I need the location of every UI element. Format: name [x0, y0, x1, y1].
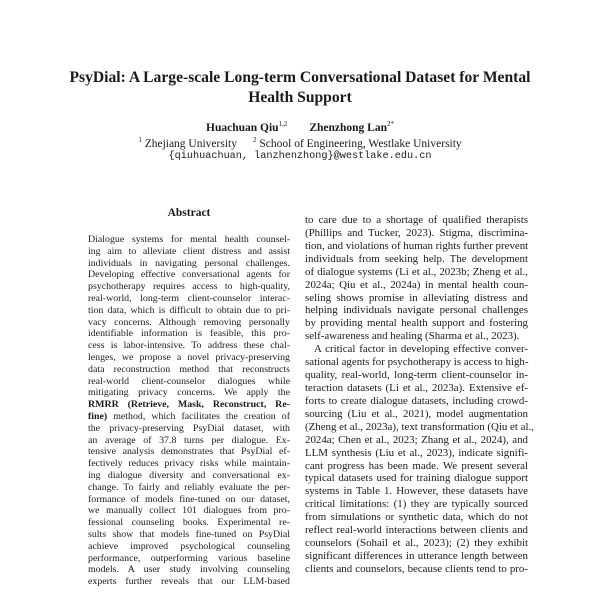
abstract-line: models. A user study involving counseling	[88, 564, 290, 576]
affil-mark: 1	[138, 136, 142, 144]
body-line: reflect real-world interactions between clients and	[305, 524, 528, 537]
body-line: tion, and violations of human rights further prevent	[305, 239, 529, 252]
abstract-line: sults show that models fine-tuned on PsyDial	[88, 528, 290, 540]
body-line: individuals from seeking help. The development	[305, 252, 528, 265]
abstract-line: achieve improved psychological counseling	[88, 540, 290, 552]
body-line: (Zheng et al., 2023a), text transformation (Qiu et al.,	[305, 420, 534, 433]
body-line: sational agents for psychotherapy is access to high-	[305, 356, 529, 369]
method-name-bold: RMRR (Retrieve, Mask, Reconstruct, Re-	[88, 399, 290, 411]
abstract-line: ing aim to alleviate client distress and assist	[88, 245, 290, 257]
abstract-line: psychotherapy requires access to high-quality,	[88, 281, 290, 293]
body-line: to care due to a shortage of qualified therapists	[305, 214, 528, 226]
author-affil-mark: 1,2	[278, 120, 288, 128]
body-line: significant differences in utterance length between	[305, 549, 528, 562]
paper-title	[40, 68, 560, 108]
affiliations	[0, 136, 600, 150]
abstract-line: tensive analysis demonstrates that PsyDial ef-	[88, 446, 290, 458]
body-line: clients and counselors, because clients tend to pro-	[305, 562, 528, 575]
abstract-line: vacy concerns. Although removing personally	[88, 316, 290, 328]
abstract-line: an average of 37.8 turns per dialogue. Ex-	[88, 434, 290, 446]
body-line: 2024a; Chen et al., 2023; Zhang et al., 2024), and	[305, 433, 528, 446]
body-line: seling shows promise in alleviating distress and	[305, 291, 528, 304]
abstract-line: identifiable information is feasible, this pro-	[88, 328, 290, 340]
abstract-line: lenges, we propose a novel privacy-preserving	[88, 351, 290, 363]
abstract-body	[88, 234, 290, 588]
abstract-line: cess is labor-intensive. To address these chal-	[88, 340, 290, 352]
author-name: Huachuan Qiu	[206, 121, 279, 134]
abstract-line: Developing effective conversational agents for	[88, 269, 290, 281]
body-line: by providing mental health support and fostering	[305, 317, 528, 330]
abstract-line: the privacy-preserving PsyDial dataset, with	[88, 422, 290, 434]
abstract-line	[88, 399, 290, 411]
author-affil-mark: 2*	[386, 120, 394, 128]
abstract-line: mitigating privacy concerns. We apply the	[88, 387, 290, 399]
body-line: cant progress has been made. We present several	[305, 459, 528, 472]
abstract-heading: Abstract	[167, 207, 211, 219]
abstract-line: fessional counseling books. Experimental re-	[88, 517, 290, 529]
abstract-text: method, which facilitates the creation of	[107, 410, 290, 422]
body-line: sourcing (Liu et al., 2021), model augmentation	[305, 407, 528, 420]
body-line: A critical factor in developing effective conver-	[314, 343, 528, 356]
abstract-line: real-world, long-term client-counselor interac-	[88, 292, 290, 304]
abstract-line: ing dialogue diversity and conversational ex-	[88, 469, 290, 481]
method-name-bold: fine)	[88, 410, 108, 422]
abstract-line: change. To fairly and reliably evaluate the per-	[88, 481, 290, 493]
body-line: of dialogue systems (Li et al., 2023b; Zheng et al.,	[305, 265, 528, 278]
title-line: Health Support	[248, 89, 352, 106]
body-line: counselors (Sohail et al., 2023); (2) they exhibit	[305, 537, 528, 550]
author-list	[0, 120, 600, 134]
abstract-line: we manually collect 101 dialogues from pro-	[88, 505, 290, 517]
introduction-body	[305, 214, 534, 576]
abstract-line: data reconstruction method that reconstructs	[88, 363, 290, 375]
body-line: helping individuals navigate personal challenges	[305, 304, 528, 317]
affiliation: Zhejiang University	[144, 137, 237, 150]
body-line: forts to create dialogue datasets, including crowd-	[305, 394, 528, 407]
body-line: LLM synthesis (Liu et al., 2023), indicate signifi-	[305, 446, 528, 459]
abstract-line: real-world client-counselor dialogues while	[88, 375, 290, 387]
abstract-line	[88, 411, 290, 423]
affil-mark: 2	[253, 136, 257, 144]
abstract-line: individuals in navigating personal challenges.	[88, 257, 290, 269]
body-line: critical limitations: (1) they are typically sourced	[305, 498, 528, 511]
affiliation: School of Engineering, Westlake University	[259, 137, 462, 150]
abstract-line: tion data, which is difficult to obtain due to pri-	[88, 304, 290, 316]
abstract-line: performance, outperforming various baseline	[88, 552, 290, 564]
body-line: (Phillips and Tucker, 2023). Stigma, discrimina-	[305, 226, 528, 239]
title-line: PsyDial: A Large-scale Long-term Conversational Dataset for Mental	[69, 69, 531, 86]
body-line: quality, real-world, long-term client-counselor in-	[305, 369, 528, 382]
abstract-line: fectively reduces privacy risks while maintain-	[88, 458, 290, 470]
body-line: 2024a; Qiu et al., 2024a) in mental health coun-	[305, 278, 528, 291]
author-name: Zhenzhong Lan	[309, 121, 387, 134]
abstract-line: experts further reveals that our LLM-based	[88, 576, 290, 588]
abstract-line: Dialogue systems for mental health counsel-	[88, 234, 290, 245]
body-line: systems in Table 1. However, these datasets have	[305, 485, 528, 498]
author-email: {qiuhuachuan, lanzhenzhong}@westlake.edu.cn	[168, 151, 432, 162]
body-line: typical datasets used for training dialogue support	[305, 472, 528, 485]
body-line: teraction datasets (Li et al., 2023a). Extensive ef-	[305, 381, 528, 394]
abstract-line: formance of models fine-tuned on our dataset,	[88, 493, 290, 505]
body-line: from simulations or synthetic data, which do not	[305, 511, 528, 524]
body-line: self-awareness and healing (Sharma et al., 2023).	[305, 330, 520, 343]
